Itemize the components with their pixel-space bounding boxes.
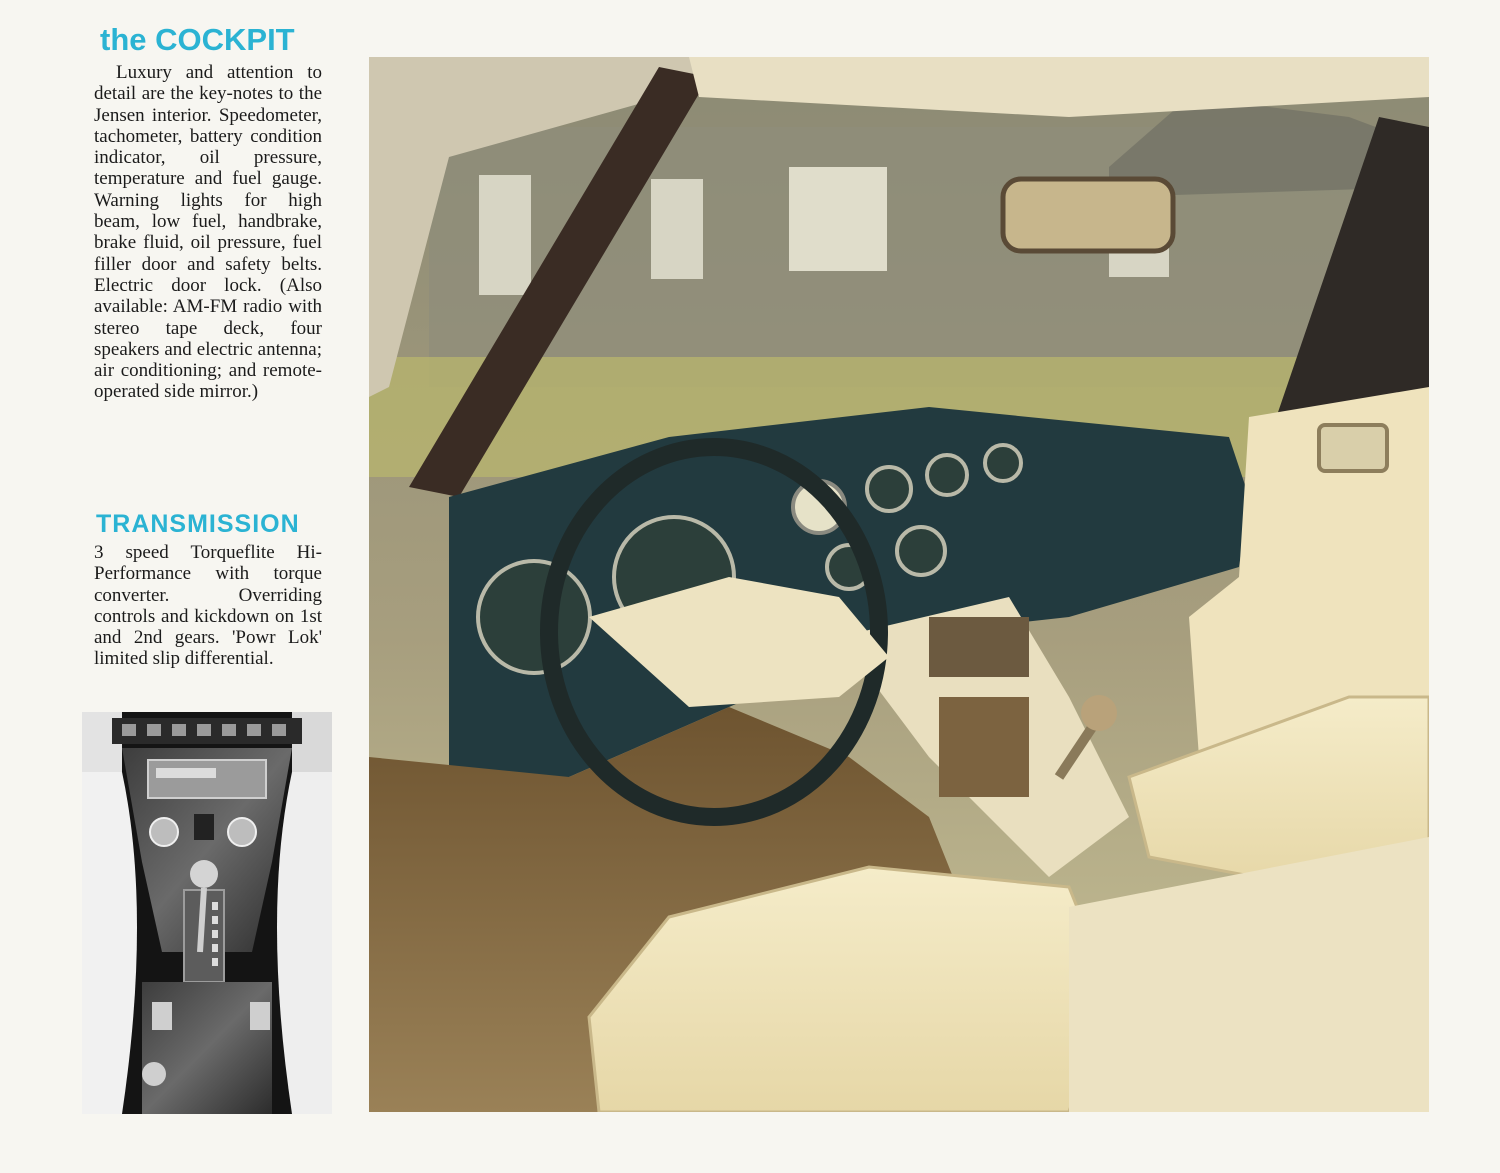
cockpit-interior-photo (369, 57, 1429, 1112)
transmission-heading: TRANSMISSION (96, 510, 300, 538)
center-console-photo (82, 712, 332, 1114)
cockpit-heading: the COCKPIT (100, 22, 295, 57)
transmission-description: 3 speed Torqueflite Hi-Performance with torque converter. Overriding controls and kickdown on 1st and 2nd gears. 'Powr Lok' limited slip differential. (94, 542, 322, 670)
cockpit-description: Luxury and attention to detail are the key-notes to the Jensen interior. Speedometer, tachometer, battery condition indicator, oil pressure, temperature and fuel gauge. Warning lights for high beam, low fuel, handbrake, brake fluid, oil pressure, fuel filler door and safety belts. Electric door lock. (Also available: AM-FM radio with stereo tape deck, four speakers and electric antenna; air conditioning; and remote-operated side mirror.) (94, 62, 322, 403)
